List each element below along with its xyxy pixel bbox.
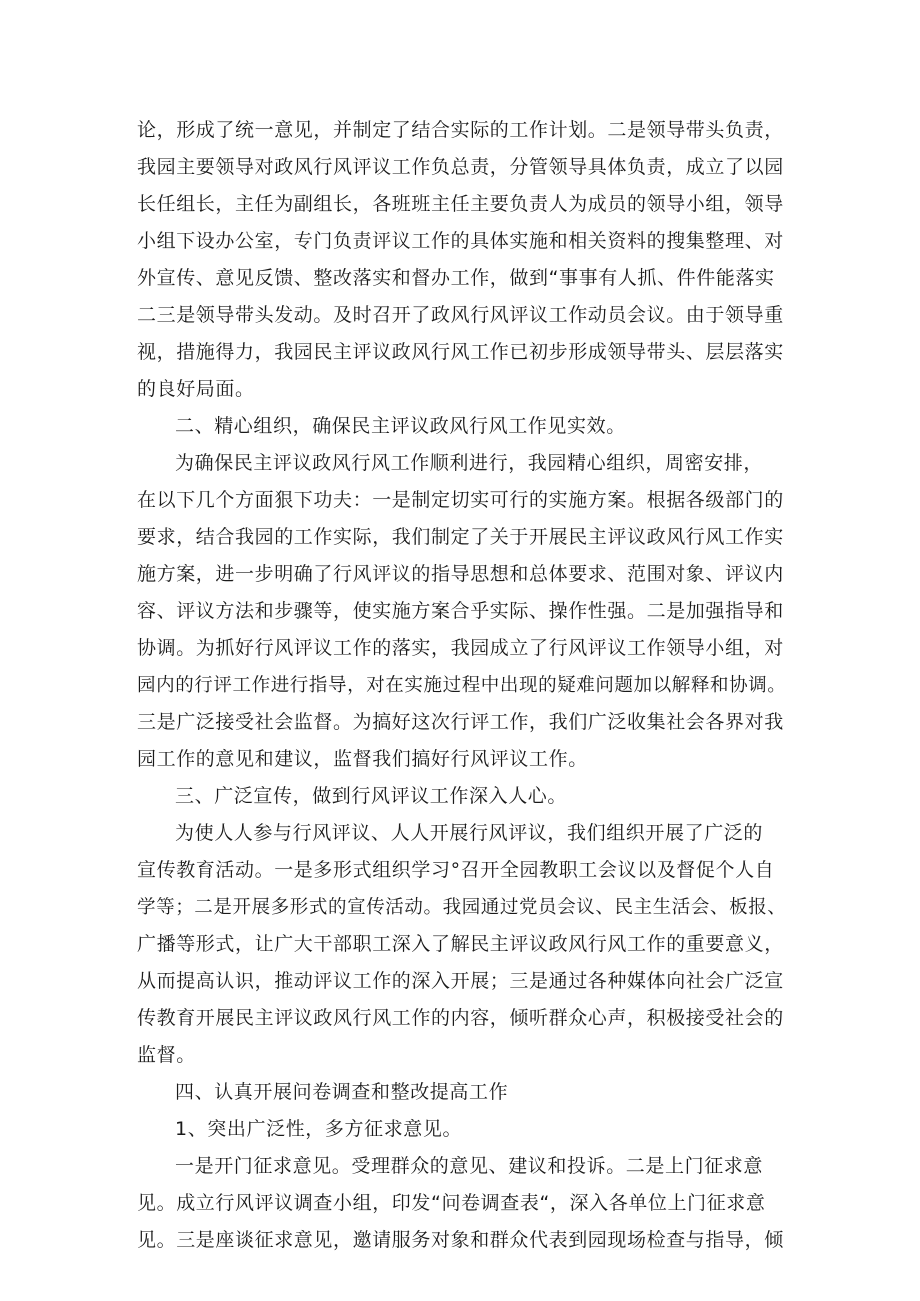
- text-line: 见。成立行风评议调查小组，印发“问卷调查表“，深入各单位上门征求意: [137, 1192, 766, 1214]
- text-line: 要求，结合我园的工作实际，我们制定了关于开展民主评议政风行风工作实: [137, 526, 784, 548]
- text-line: 视，措施得力，我园民主评议政风行风工作已初步形成领导带头、层层落实: [137, 341, 784, 363]
- text-line: 宣传教育活动。一是多形式组织学习°召开全园教职工会议以及督促个人自: [137, 859, 775, 881]
- text-line: 二三是领导带头发动。及时召开了政风行风评议工作动员会议。由于领导重: [137, 304, 784, 326]
- text-line: 我园主要领导对政风行风评议工作负总责，分管领导具体负责，成立了以园: [137, 156, 784, 178]
- text-line: 外宣传、意见反馈、整改落实和督办工作，做到“事事有人抓、件件能落实: [137, 267, 775, 289]
- text-line: 1、突出广泛性，多方征求意见。: [175, 1118, 463, 1140]
- text-line: 在以下几个方面狠下功夫：一是制定切实可行的实施方案。根据各级部门的: [137, 489, 784, 511]
- text-line: 学等；二是开展多形式的宣传活动。我园通过党员会议、民主生活会、板报、: [137, 897, 787, 918]
- text-line: 监督。: [137, 1044, 196, 1066]
- text-line: 施方案，进一步明确了行风评议的指导思想和总体要求、范围对象、评议内: [137, 563, 784, 585]
- text-line: 从而提高认识，推动评议工作的深入开展；三是通过各种媒体向社会广泛宣: [137, 970, 784, 992]
- text-line: 为确保民主评议政风行风工作顺利进行，我园精心组织，周密安排，: [175, 452, 764, 474]
- text-line: 园工作的意见和建议，监督我们搞好行风评议工作。: [137, 748, 588, 770]
- text-line: 三是广泛接受社会监督。为搞好这次行评工作，我们广泛收集社会各界对我: [137, 711, 784, 733]
- text-line: 容、评议方法和步骤等，使实施方案合乎实际、操作性强。二是加强指导和: [137, 600, 784, 622]
- text-line: 三、广泛宣传，做到行风评议工作深入人心。: [175, 785, 568, 807]
- text-line: 协调。为抓好行风评议工作的落实，我园成立了行风评议工作领导小组，对: [137, 637, 784, 659]
- text-line: 见。三是座谈征求意见，邀请服务对象和群众代表到园现场检查与指导，倾: [137, 1229, 784, 1251]
- text-line: 一是开门征求意见。受理群众的意见、建议和投诉。二是上门征求意: [175, 1155, 764, 1177]
- text-line: 二、精心组织，确保民主评议政风行风工作见实效。: [175, 415, 626, 437]
- text-line: 长任组长，主任为副组长，各班班主任主要负责人为成员的领导小组，领导: [137, 193, 784, 215]
- text-line: 小组下设办公室，专门负责评议工作的具体实施和相关资料的搜集整理、对: [137, 230, 784, 252]
- text-line: 传教育开展民主评议政风行风工作的内容，倾听群众心声，积极接受社会的: [137, 1007, 784, 1029]
- document-body: [137, 112, 797, 1259]
- text-line: 为使人人参与行风评议、人人开展行风评议，我们组织开展了广泛的: [175, 822, 764, 844]
- text-line: 论，形成了统一意见，并制定了结合实际的工作计划。二是领导带头负责，: [137, 119, 784, 141]
- text-line: 四、认真开展问卷调查和整改提高工作: [175, 1081, 509, 1103]
- text-line: 的良好局面。: [137, 378, 255, 400]
- text-line: 广播等形式，让广大干部职工深入了解民主评议政风行风工作的重要意义，: [137, 933, 784, 955]
- text-line: 园内的行评工作进行指导，对在实施过程中出现的疑难问题加以解释和协调。: [137, 675, 787, 696]
